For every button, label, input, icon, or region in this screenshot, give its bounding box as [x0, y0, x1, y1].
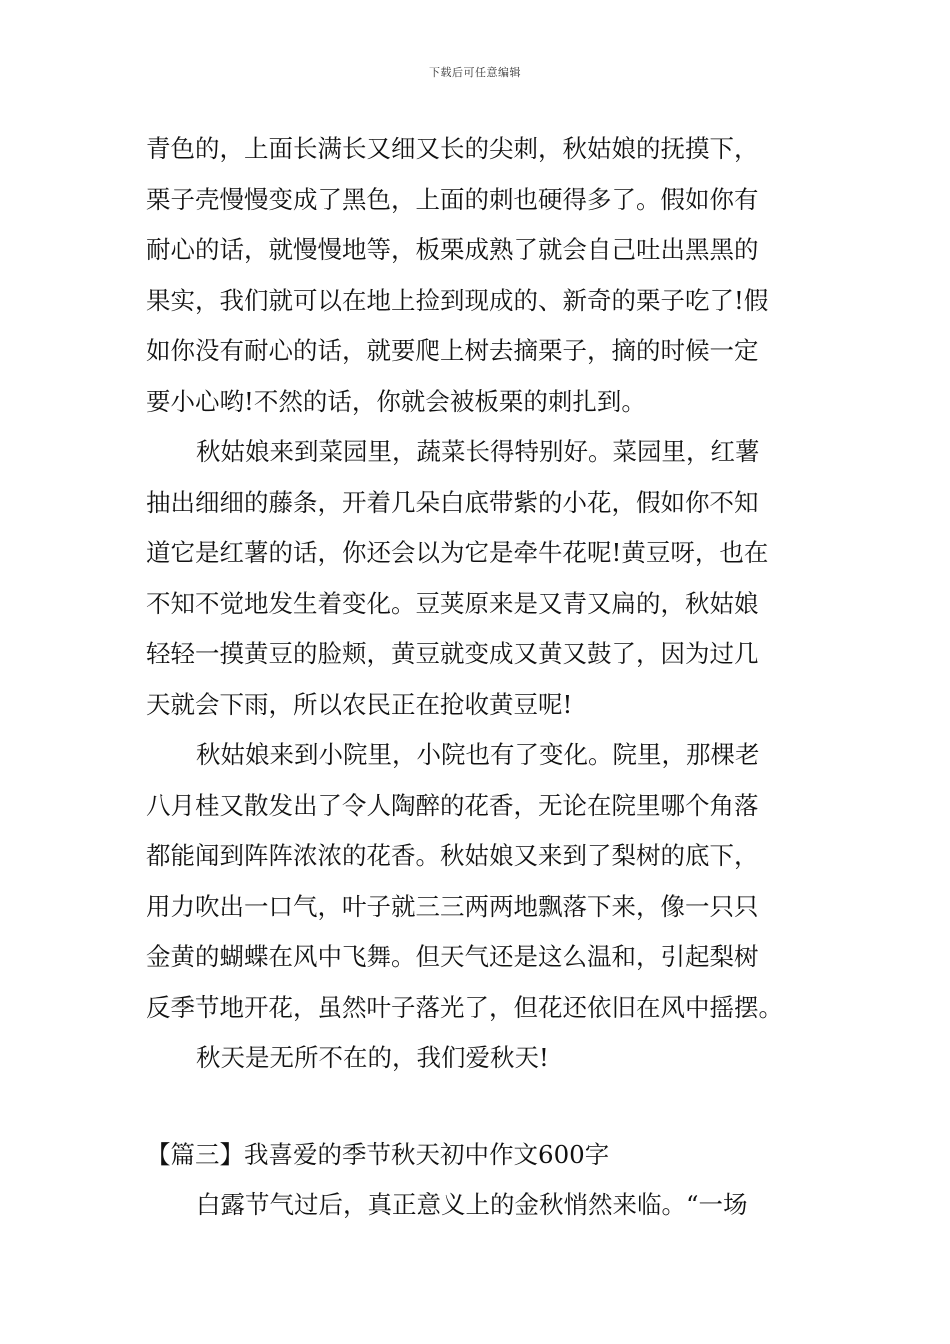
text-line: 果实，我们就可以在地上捡到现成的、新奇的栗子吃了!假: [146, 285, 769, 315]
document-body: [146, 124, 806, 1230]
text-line: 道它是红薯的话，你还会以为它是牵牛花呢!黄豆呀，也在: [146, 538, 769, 567]
page-header: 下载后可任意编辑: [429, 66, 521, 79]
text-line: 秋姑娘来到小院里，小院也有了变化。院里，那棵老: [196, 740, 760, 769]
text-line: 如你没有耐心的话，就要爬上树去摘栗子，摘的时候一定: [146, 336, 759, 365]
paragraph-5: [146, 1180, 806, 1231]
paragraph-2: [146, 427, 806, 730]
text-line: 不知不觉地发生着变化。豆荚原来是又青又扁的，秋姑娘: [146, 588, 759, 618]
text-line: 八月桂又散发出了令人陶醉的花香，无论在院里哪个角落: [146, 790, 759, 820]
section-heading: 【篇三】我喜爱的季节秋天初中作文600字: [146, 1139, 610, 1169]
paragraph-4: [146, 1033, 806, 1084]
text-line: 抽出细细的藤条，开着几朵白底带紫的小花，假如你不知: [146, 487, 759, 517]
paragraph-3: [146, 730, 806, 1033]
text-line: 栗子壳慢慢变成了黑色，上面的刺也硬得多了。假如你有: [146, 184, 759, 214]
text-line: 轻轻一摸黄豆的脸颊，黄豆就变成又黄又鼓了，因为过几: [146, 639, 759, 668]
text-line: 秋天是无所不在的，我们爱秋天!: [196, 1043, 549, 1072]
section-spacer: [146, 1084, 806, 1130]
text-line: 用力吹出一口气，叶子就三三两两地飘落下来，像一只只: [146, 891, 759, 921]
text-line: 都能闻到阵阵浓浓的花香。秋姑娘又来到了梨树的底下，: [146, 841, 759, 870]
text-line: 青色的，上面长满长又细又长的尖刺，秋姑娘的抚摸下，: [146, 134, 759, 163]
text-line: 天就会下雨，所以农民正在抢收黄豆呢!: [146, 689, 573, 719]
text-line: 反季节地开花，虽然叶子落光了，但花还依旧在风中摇摆。: [146, 992, 783, 1022]
text-line: 要小心哟!不然的话，你就会被板栗的刺扎到。: [146, 386, 646, 416]
text-line: 耐心的话，就慢慢地等，板栗成熟了就会自己吐出黑黑的: [146, 235, 759, 264]
paragraph-1: [146, 124, 806, 427]
text-line: 金黄的蝴蝶在风中飞舞。但天气还是这么温和，引起梨树: [146, 942, 759, 971]
text-line: 白露节气过后，真正意义上的金秋悄然来临。“一场: [196, 1189, 748, 1219]
text-line: 秋姑娘来到菜园里，蔬菜长得特别好。菜园里，红薯: [196, 437, 760, 466]
